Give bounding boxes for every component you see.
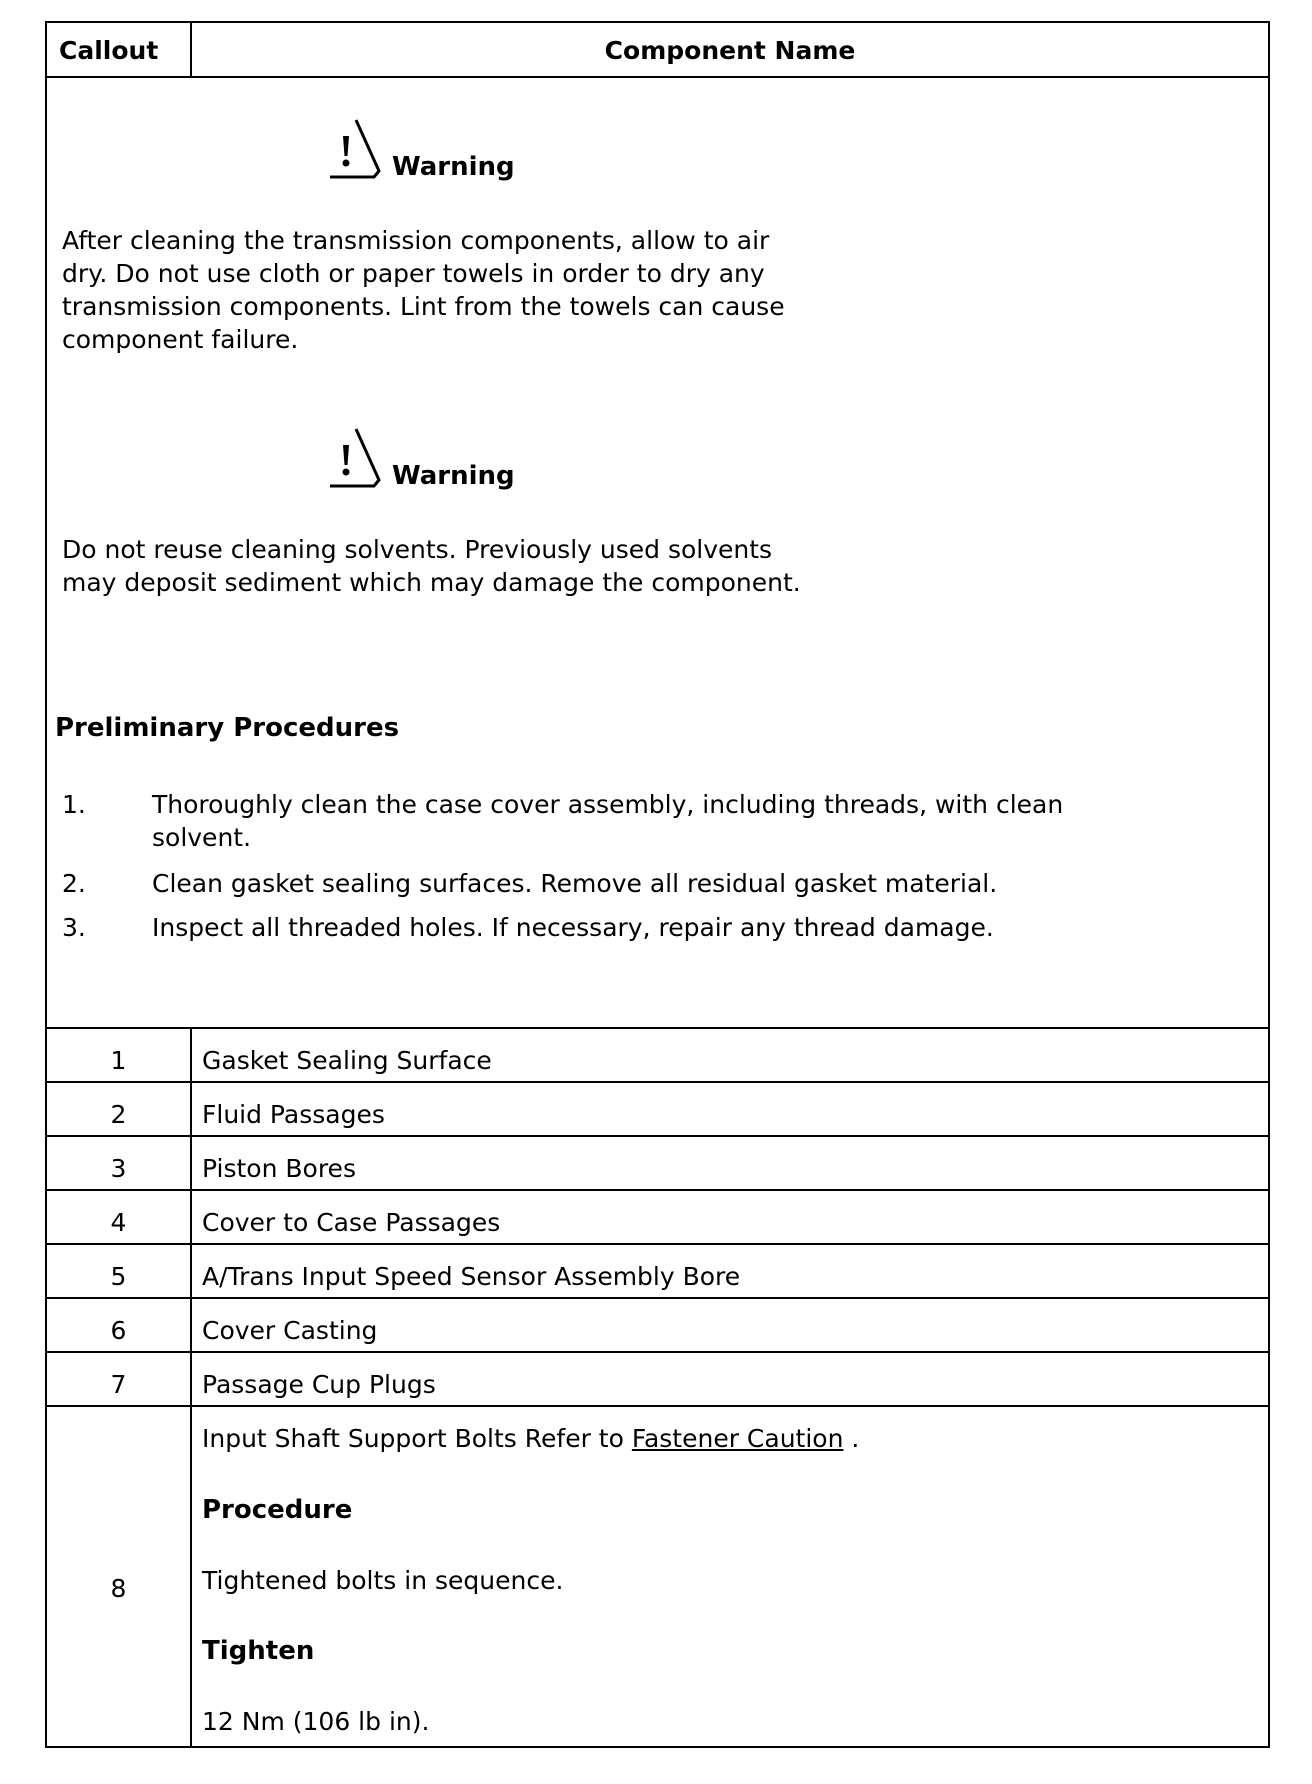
step-text: Thoroughly clean the case cover assembly, including threads, with clean solvent. bbox=[152, 790, 1064, 852]
column-divider bbox=[190, 1027, 192, 1746]
table-row-name: Passage Cup Plugs bbox=[202, 1370, 436, 1399]
step-text: Clean gasket sealing surfaces. Remove all residual gasket material. bbox=[152, 869, 998, 898]
table-row-callout: 8 bbox=[110, 1574, 127, 1603]
step-text: Inspect all threaded holes. If necessary, repair any thread damage. bbox=[152, 913, 994, 942]
table-row-name bbox=[202, 1424, 1258, 1453]
row-rule bbox=[47, 1027, 1268, 1029]
table-row-name: A/Trans Input Speed Sensor Assembly Bore bbox=[202, 1262, 741, 1291]
header-divider bbox=[190, 23, 192, 78]
component-table bbox=[45, 21, 1270, 1748]
procedure-heading: Procedure bbox=[202, 1495, 353, 1525]
row-rule bbox=[47, 1297, 1268, 1299]
row-rule bbox=[47, 1351, 1268, 1353]
warning-text-1: After cleaning the transmission components, allow to air dry. Do not use cloth or paper towels in order to dry any transmission components. Lint from the towels can cause component failure. bbox=[62, 226, 785, 354]
row-rule bbox=[47, 1081, 1268, 1083]
procedure-step-2 bbox=[62, 867, 1142, 900]
warning-text-2: Do not reuse cleaning solvents. Previously used solvents may deposit sediment which may damage the component. bbox=[62, 535, 801, 597]
header-component-name: Component Name bbox=[604, 36, 856, 65]
table-row-callout: 3 bbox=[110, 1154, 127, 1183]
table-row-callout: 6 bbox=[110, 1316, 127, 1345]
header-callout: Callout bbox=[59, 36, 159, 65]
fastener-caution-link[interactable]: Fastener Caution bbox=[631, 1424, 844, 1453]
step-number: 2. bbox=[62, 869, 86, 898]
row-rule bbox=[47, 1243, 1268, 1245]
header-bottom-rule bbox=[47, 76, 1268, 78]
warning-icon bbox=[322, 427, 384, 493]
table-row-callout: 7 bbox=[110, 1370, 127, 1399]
row-rule bbox=[47, 1405, 1268, 1407]
row-rule bbox=[47, 1135, 1268, 1137]
table-row-name: Gasket Sealing Surface bbox=[202, 1046, 492, 1075]
warning-label: Warning bbox=[392, 152, 515, 182]
table-row-name: Cover Casting bbox=[202, 1316, 378, 1345]
table-row-callout: 1 bbox=[110, 1046, 127, 1075]
row8-name-prefix: Input Shaft Support Bolts Refer to bbox=[202, 1424, 624, 1453]
row-rule bbox=[47, 1189, 1268, 1191]
step-number: 1. bbox=[62, 790, 86, 819]
preliminary-procedures-title: Preliminary Procedures bbox=[55, 713, 400, 743]
warning-icon bbox=[322, 118, 384, 184]
tighten-heading: Tighten bbox=[202, 1636, 315, 1666]
warning-label: Warning bbox=[392, 461, 515, 491]
table-row-callout: 4 bbox=[110, 1208, 127, 1237]
row8-name-suffix: . bbox=[843, 1424, 860, 1453]
table-row-name: Piston Bores bbox=[202, 1154, 356, 1183]
procedure-step-3 bbox=[62, 911, 1142, 944]
table-row-callout: 2 bbox=[110, 1100, 127, 1129]
table-row-callout: 5 bbox=[110, 1262, 127, 1291]
procedure-text: Tightened bolts in sequence. bbox=[202, 1566, 564, 1595]
table-row-name: Cover to Case Passages bbox=[202, 1208, 501, 1237]
step-number: 3. bbox=[62, 913, 86, 942]
procedure-step-1 bbox=[62, 788, 1142, 854]
table-row-name: Fluid Passages bbox=[202, 1100, 385, 1129]
tighten-value: 12 Nm (106 lb in). bbox=[202, 1707, 430, 1736]
